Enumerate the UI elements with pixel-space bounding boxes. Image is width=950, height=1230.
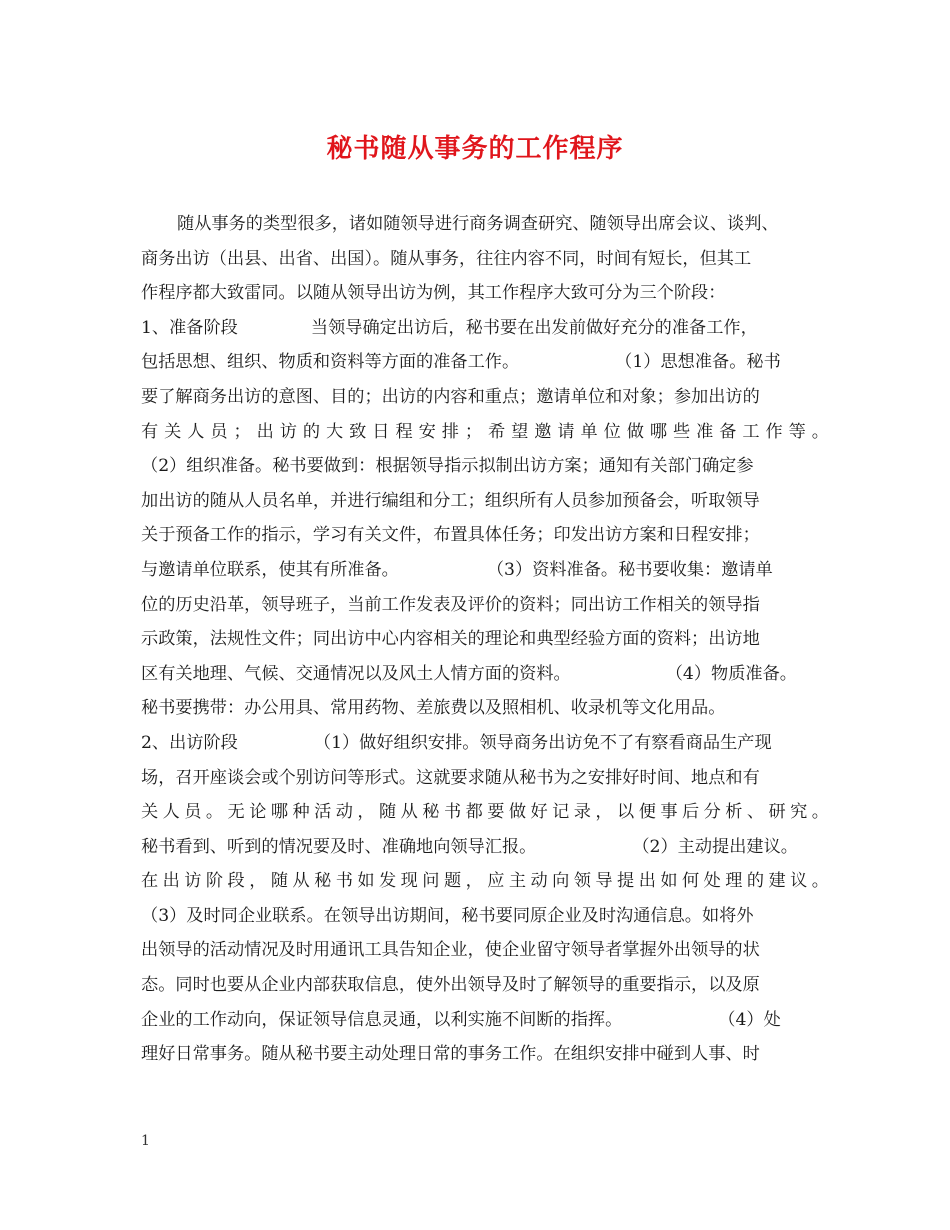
text-line: 关于预备工作的指示，学习有关文件，布置具体任务；印发出访方案和日程安排； [141, 525, 760, 546]
text-line [141, 311, 829, 346]
text-segment: （4）处 [718, 1009, 781, 1030]
text-segment: （4）物质准备。 [665, 663, 797, 684]
text-line: 作程序都大致雷同。以随从领导出访为例，其工作程序大致可分为三个阶段： [141, 283, 726, 304]
text-segment: 秘书看到、听到的情况要及时、准确地向领导汇报。 [141, 836, 537, 857]
text-segment: （3）资料准备。秘书要收集：邀请单 [486, 559, 773, 580]
document-body [141, 207, 829, 1072]
text-line [141, 345, 829, 380]
text-line [141, 657, 829, 692]
text-segment: （1）思想准备。秘书 [615, 352, 781, 373]
text-line [141, 726, 829, 761]
text-line: 随从事务的类型很多，诸如随领导进行商务调查研究、随领导出席会议、谈判、 [177, 214, 779, 234]
text-line: 要了解商务出访的意图、目的；出访的内容和重点；邀请单位和对象；参加出访的 [141, 386, 760, 407]
text-line: 态。同时也要从企业内部获取信息，使外出领导及时了解领导的重要指示，以及原 [141, 975, 760, 996]
text-line: 在出访阶段，随从秘书如发现问题，应主动向领导提出如何处理的建议。 [141, 871, 829, 892]
text-line: 场，召开座谈会或个别访问等形式。这就要求随从秘书为之安排好时间、地点和有 [141, 767, 760, 788]
text-line [141, 553, 829, 588]
text-line: 商务出访（出县、出省、出国）。随从事务，往往内容不同，时间有短长，但其工 [141, 248, 752, 269]
document-title: 秘书随从事务的工作程序 [326, 134, 624, 164]
text-line: 加出访的随从人员名单，并进行编组和分工；组织所有人员参加预备会，听取领导 [141, 490, 760, 511]
text-line: 理好日常事务。随从秘书要主动处理日常的事务工作。在组织安排中碰到人事、时 [141, 1044, 760, 1065]
text-line [141, 1003, 829, 1038]
text-line: 位的历史沿革，领导班子，当前工作发表及评价的资料；同出访工作相关的领导指 [141, 594, 760, 615]
text-line: 有关人员；出访的大致日程安排；希望邀请单位做哪些准备工作等。 [141, 421, 829, 442]
section-heading-preparation: 1、准备阶段 [141, 317, 238, 338]
text-line: （3）及时同企业联系。在领导出访期间，秘书要同原企业及时沟通信息。如将外 [141, 905, 754, 926]
section-heading-visit: 2、出访阶段 [141, 732, 238, 753]
text-line [141, 830, 829, 865]
text-line: 示政策，法规性文件；同出访中心内容相关的理论和典型经验方面的资料；出访地 [141, 629, 760, 650]
text-segment: 企业的工作动向，保证领导信息灵通，以利实施不间断的指挥。 [141, 1009, 623, 1030]
text-segment: 包括思想、组织、物质和资料等方面的准备工作。 [141, 352, 520, 373]
text-segment: （2）主动提出建议。 [632, 836, 798, 857]
text-line: （2）组织准备。秘书要做到：根据领导指示拟制出访方案；通知有关部门确定参 [141, 456, 754, 477]
text-segment: （1）做好组织安排。领导商务出访免不了有察看商品生产现 [313, 732, 772, 753]
page-number: 1 [141, 1133, 150, 1149]
text-segment: 当领导确定出访后，秘书要在出发前做好充分的准备工作， [310, 317, 758, 338]
text-segment: 与邀请单位联系，使其有所准备。 [141, 559, 399, 580]
text-line: 秘书要携带：办公用具、常用药物、差旅费以及照相机、收录机等文化用品。 [141, 698, 726, 719]
text-line: 关人员。无论哪种活动，随从秘书都要做好记录，以便事后分析、研究。 [141, 802, 829, 823]
text-line: 出领导的活动情况及时用通讯工具告知企业，使企业留守领导者掌握外出领导的状 [141, 940, 760, 961]
text-segment: 区有关地理、气候、交通情况以及风土人情方面的资料。 [141, 663, 571, 684]
